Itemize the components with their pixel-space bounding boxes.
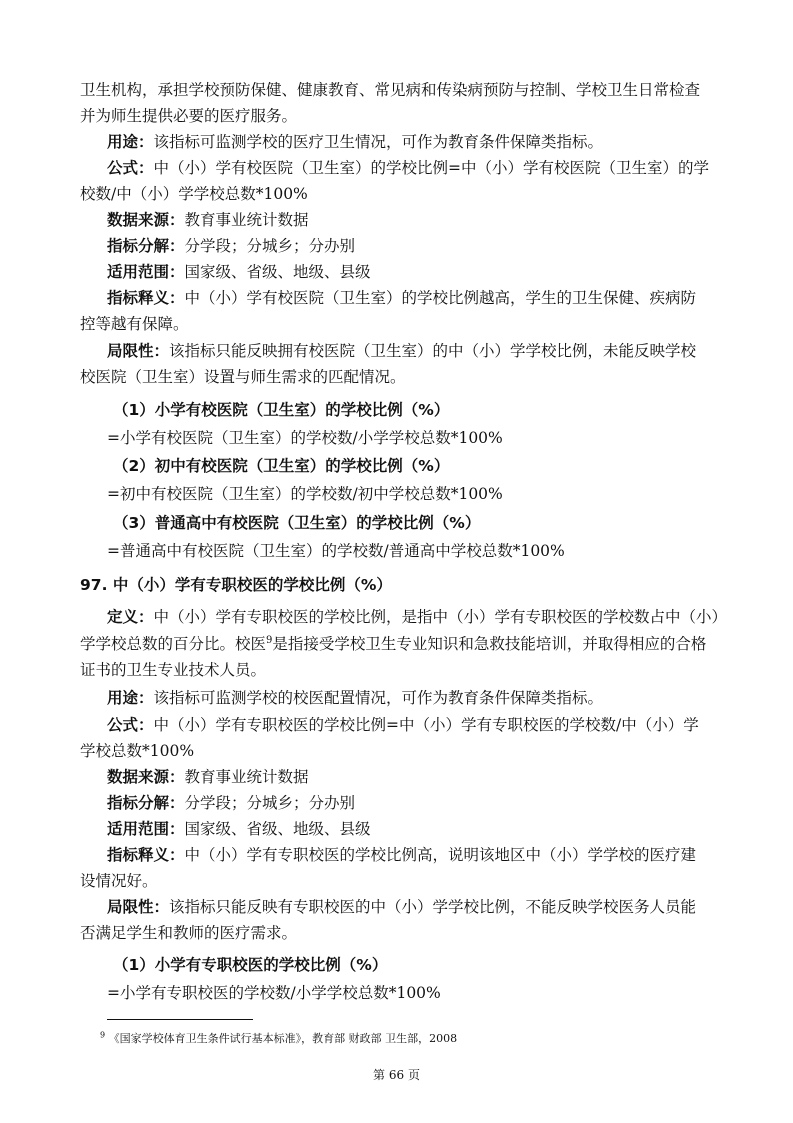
- limitation-label: 局限性：: [107, 342, 170, 360]
- limitation-text-cont: 校医院（卫生室）设置与师生需求的匹配情况。: [80, 368, 406, 386]
- breakdown-label: 指标分解：: [107, 794, 185, 812]
- sub-indicator-title: （2）初中有校医院（卫生室）的学校比例（%）: [113, 457, 450, 475]
- section-heading: 97. 中（小）学有专职校医的学校比例（%）: [80, 576, 392, 594]
- footnote-text: 《国家学校体育卫生条件试行基本标准》，教育部 财政部 卫生部，2008: [108, 1032, 458, 1045]
- breakdown-paragraph: [107, 793, 355, 813]
- formula-text: 中（小）学有校医院（卫生室）的学校比例=中（小）学有校医院（卫生室）的学: [153, 159, 710, 177]
- breakdown-label: 指标分解：: [107, 237, 185, 255]
- scope-label: 适用范围：: [107, 820, 185, 838]
- definition-paragraph: [107, 607, 727, 627]
- formula-paragraph: [107, 158, 709, 178]
- definition-label: 定义：: [107, 608, 154, 626]
- limitation-paragraph: [107, 897, 696, 917]
- scope-text: 国家级、省级、地级、县级: [184, 820, 371, 838]
- use-paragraph: [107, 688, 603, 708]
- interpretation-text: 中（小）学有专职校医的学校比例高，说明该地区中（小）学学校的医疗建: [184, 846, 697, 864]
- definition-text: 是指接受学校卫生专业知识和急救技能培训，并取得相应的合格: [272, 635, 707, 653]
- use-text: 该指标可监测学校的医疗卫生情况，可作为教育条件保障类指标。: [153, 133, 604, 151]
- scope-paragraph: [107, 819, 371, 839]
- source-text: 教育事业统计数据: [184, 211, 309, 229]
- use-text: 该指标可监测学校的校医配置情况，可作为教育条件保障类指标。: [153, 689, 604, 707]
- breakdown-paragraph: [107, 236, 355, 256]
- footnote-marker: 9: [100, 1030, 106, 1040]
- breakdown-text: 分学段；分城乡；分办别: [184, 237, 356, 255]
- sub-indicator-formula: =普通高中有校医院（卫生室）的学校数/普通高中学校总数*100%: [107, 542, 565, 560]
- footnote-reference[interactable]: 9: [266, 634, 273, 646]
- interpretation-paragraph: [107, 288, 696, 308]
- definition-text-cont: [80, 634, 706, 654]
- limitation-text: 该指标只能反映拥有校医院（卫生室）的中（小）学学校比例，未能反映学校: [169, 342, 697, 360]
- use-label: 用途：: [107, 689, 154, 707]
- source-label: 数据来源：: [107, 211, 185, 229]
- formula-text-cont: 校数/中（小）学学校总数*100%: [80, 185, 308, 203]
- body-text-line: 并为师生提供必要的医疗服务。: [80, 107, 298, 125]
- use-label: 用途：: [107, 133, 154, 151]
- interpretation-label: 指标释义：: [107, 846, 185, 864]
- limitation-paragraph: [107, 341, 696, 361]
- limitation-label: 局限性：: [107, 898, 170, 916]
- limitation-text: 该指标只能反映有专职校医的中（小）学学校比例，不能反映学校医务人员能: [169, 898, 697, 916]
- use-paragraph: [107, 132, 603, 152]
- definition-text: 学学校总数的百分比。校医: [80, 635, 267, 653]
- footnote-divider: [107, 1019, 253, 1020]
- interpretation-text-cont: 设情况好。: [80, 872, 158, 890]
- interpretation-text-cont: 控等越有保障。: [80, 315, 189, 333]
- sub-indicator-title: （1）小学有校医院（卫生室）的学校比例（%）: [113, 401, 450, 419]
- formula-text: 中（小）学有专职校医的学校比例=中（小）学有专职校医的学校数/中（小）学: [153, 716, 699, 734]
- source-paragraph: [107, 767, 309, 787]
- limitation-text-cont: 否满足学生和教师的医疗需求。: [80, 924, 298, 942]
- scope-paragraph: [107, 262, 371, 282]
- formula-label: 公式：: [107, 716, 154, 734]
- sub-indicator-formula: =初中有校医院（卫生室）的学校数/初中学校总数*100%: [107, 485, 503, 503]
- interpretation-text: 中（小）学有校医院（卫生室）的学校比例越高，学生的卫生保健、疾病防: [184, 289, 697, 307]
- definition-text-cont: 证书的卫生专业技术人员。: [80, 661, 267, 679]
- sub-indicator-title: （1）小学有专职校医的学校比例（%）: [113, 956, 388, 974]
- formula-text-cont: 学校总数*100%: [80, 742, 195, 760]
- interpretation-label: 指标释义：: [107, 289, 185, 307]
- sub-indicator-formula: =小学有专职校医的学校数/小学学校总数*100%: [107, 984, 441, 1002]
- definition-text: 中（小）学有专职校医的学校比例，是指中（小）学有专职校医的学校数占中（小）: [153, 608, 728, 626]
- footnote: [100, 1030, 457, 1046]
- source-paragraph: [107, 210, 309, 230]
- sub-indicator-formula: =小学有校医院（卫生室）的学校数/小学学校总数*100%: [107, 429, 503, 447]
- formula-paragraph: [107, 715, 699, 735]
- interpretation-paragraph: [107, 845, 696, 865]
- page-number: 第 66 页: [373, 1068, 420, 1082]
- sub-indicator-title: （3）普通高中有校医院（卫生室）的学校比例（%）: [113, 514, 481, 532]
- scope-label: 适用范围：: [107, 263, 185, 281]
- body-text-line: 卫生机构，承担学校预防保健、健康教育、常见病和传染病预防与控制、学校卫生日常检查: [80, 81, 701, 99]
- formula-label: 公式：: [107, 159, 154, 177]
- source-label: 数据来源：: [107, 768, 185, 786]
- breakdown-text: 分学段；分城乡；分办别: [184, 794, 356, 812]
- scope-text: 国家级、省级、地级、县级: [184, 263, 371, 281]
- source-text: 教育事业统计数据: [184, 768, 309, 786]
